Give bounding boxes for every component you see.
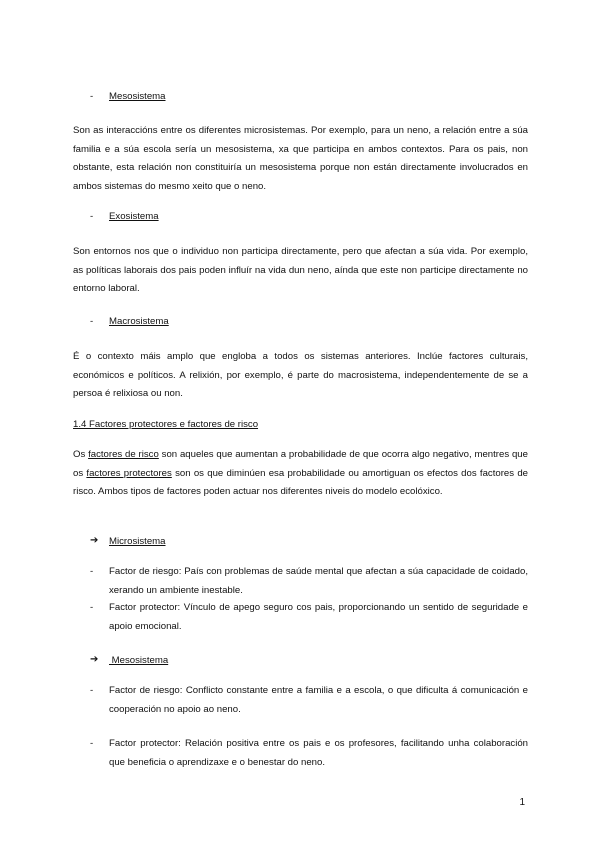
paragraph-exosistema: Son entornos nos que o individuo non participa directamente, pero que afectan a súa vida. Por exemplo, as políticas laborais dos pais poden influír na vida dun neno, aínda que este non participe directamente no entorno laboral. [73,246,528,294]
list-item: Factor protector: Vínculo de apego seguro cos pais, proporcionando un sentido de seguridade e apoio emocional. [109,602,528,632]
list-item: Factor de riesgo: Conflicto constante entre a familia e a escola, o que dificulta á comunicación e cooperación no apoio ao neno. [109,685,528,715]
text-run: Os [73,449,89,460]
term-factores-de-risco: factores de risco [88,449,159,460]
paragraph-factores [73,446,528,502]
text-run: son aqueles que aumentan a probabilidade de que ocorra algo negativo, mentres que os [73,449,528,479]
bullet-dash: - [90,738,94,749]
bullet-dash: - [90,602,94,613]
subheading-microsistema: Microsistema [109,536,166,547]
bullet-dash: - [90,211,94,222]
list-item: Factor de riesgo: País con problemas de saúde mental que afectan a súa capacidade de coidado, xerando un ambiente inestable. [109,566,528,596]
page-number: 1 [519,797,525,808]
list-item: Factor protector: Relación positiva entre os pais e os profesores, facilitando unha colaboración que beneficia o aprendizaxe e o benestar do neno. [109,738,528,768]
term-factores-protectores: factores protectores [86,467,172,479]
bullet-dash: - [90,566,94,577]
text-run: son os que diminúen esa probabilidade ou amortiguan os efectos dos factores de risco. Ambos tipos de factores poden actuar nos diferentes niveis do modelo ecolóxico. [73,467,528,497]
bullet-dash: - [90,685,94,696]
paragraph-mesosistema: Son as interaccións entre os diferentes microsistemas. Por exemplo, para un neno, a relación entre a súa familia e a súa escola sería un mesosistema, xa que participa en ambos contextos. Para os pais, non obstante, esta relación non constituiría un mesosistema porque non están directamente involucrados en ambos sistemas do mesmo xeito que o neno. [73,125,528,192]
subheading-macrosistema: Macrosistema [109,316,169,327]
subheading-exosistema: Exosistema [109,211,159,222]
bullet-dash: - [90,91,94,102]
paragraph-macrosistema: É o contexto máis amplo que engloba a todos os sistemas anteriores. Inclúe factores culturais, económicos e políticos. A relixión, por exemplo, é parte do macrosistema, independentemente de se a persoa é relixiosa ou non. [73,351,528,399]
section-title: 1.4 Factores protectores e factores de risco [73,419,259,430]
arrow-icon: ➔ [90,535,99,546]
arrow-icon: ➔ [90,654,99,665]
bullet-dash: - [90,316,94,327]
subheading-mesosistema-2: Mesosistema [109,655,169,666]
subheading-mesosistema: Mesosistema [109,91,166,102]
